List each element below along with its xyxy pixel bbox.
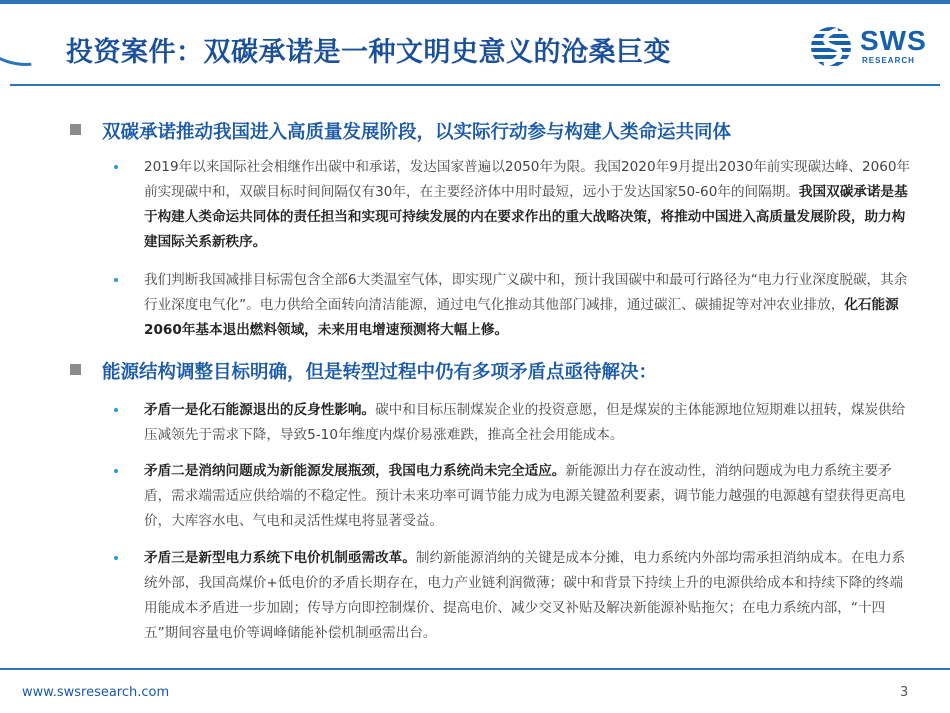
bullet-paragraph: 我们判断我国减排目标需包含全部6大类温室气体，即实现广义碳中和，预计我国碳中和最可行路径为“电力行业深度脱碳，其余行业深度电气化”。电力供给全面转向清洁能源，通过电气化推动其他部门减排，通过碳汇、碳捕捉等对冲农业排放，化石能源2060年基本退出燃料领域，未来用电增速预测将大幅上修。 [144,268,914,343]
page-number: 3 [900,685,909,700]
square-bullet-icon [70,124,81,135]
page-title: 投资案件：双碳承诺是一种文明史意义的沧桑巨变 [66,37,671,68]
sws-globe-icon [808,24,854,70]
bullet-dot-icon [114,278,118,282]
header-divider [10,84,940,86]
bullet-dot-icon [114,165,118,169]
logo-wordmark: SWS [860,25,927,56]
bullet-paragraph: 矛盾一是化石能源退出的反身性影响。碳中和目标压制煤炭企业的投资意愿，但是煤炭的主体能源地位短期难以扭转，煤炭供给压减领先于需求下降，导致5-10年维度内煤价易涨难跌，推高全社会用能成本。 [144,398,914,448]
bullet-dot-icon [114,556,118,560]
logo-subtitle: RESEARCH [862,56,915,65]
footer-divider [0,668,950,670]
bullet-dot-icon [114,408,118,412]
bullet-dot-icon [114,469,118,473]
footer-website-link[interactable]: www.swsresearch.com [22,685,170,700]
sws-logo [808,22,938,72]
top-border [0,0,950,4]
square-bullet-icon [70,364,81,375]
bullet-paragraph: 矛盾二是消纳问题成为新能源发展瓶颈，我国电力系统尚未完全适应。新能源出力存在波动性，消纳问题成为电力系统主要矛盾，需求端需适应供给端的不稳定性。预计未来功率可调节能力成为电源关键盈利要素，调节能力越强的电源越有望获得更高电价，大库容水电、气电和灵活性煤电将显著受益。 [144,459,914,534]
bullet-paragraph: 2019年以来国际社会相继作出碳中和承诺，发达国家普遍以2050年为限。我国2020年9月提出2030年前实现碳达峰、2060年前实现碳中和，双碳目标时间间隔仅有30年，在主要经济体中用时最短，远小于发达国家50-60年的间隔期。我国双碳承诺是基于构建人类命运共同体的责任担当和实现可持续发展的内在要求作出的重大战略决策，将推动中国进入高质量发展阶段，助力构建国际关系新秩序。 [144,155,914,255]
bullet-paragraph: 矛盾三是新型电力系统下电价机制亟需改革。制约新能源消纳的关键是成本分摊，电力系统内外部均需承担消纳成本。在电力系统外部，我国高煤价+低电价的矛盾长期存在，电力产业链利润微薄；碳中和背景下持续上升的电源供给成本和持续下降的终端用能成本矛盾进一步加剧；传导方向即控制煤价、提高电价、减少交叉补贴及解决新能源补贴拖欠；在电力系统内部，“十四五”期间容量电价等调峰储能补偿机制亟需出台。 [144,546,914,646]
